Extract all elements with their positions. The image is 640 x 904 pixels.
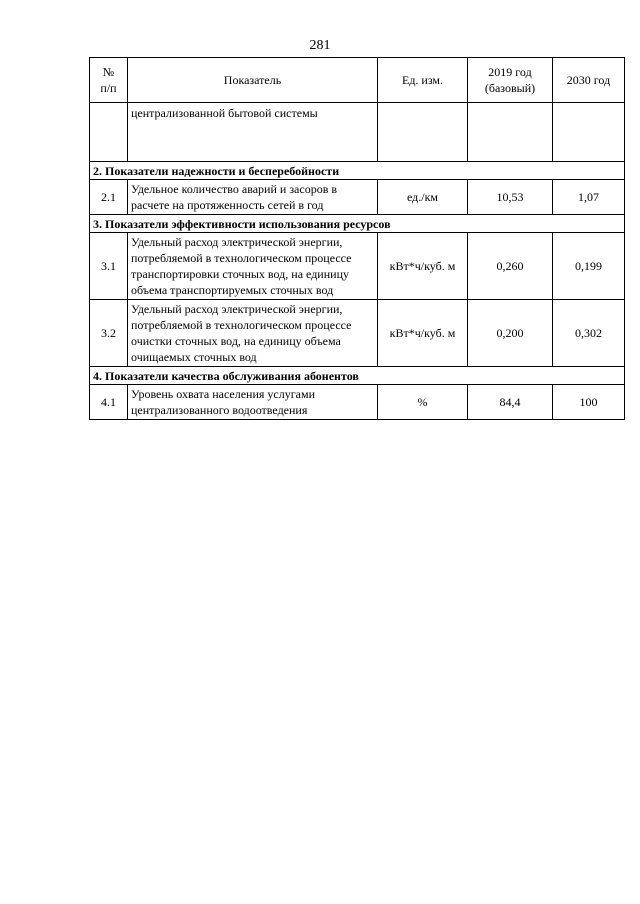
header-target-year: 2030 год (553, 58, 625, 103)
table-row (90, 233, 625, 300)
row-indicator: Удельное количество аварий и засоров в расчете на протяженность сетей в год (128, 180, 378, 215)
row-base (468, 103, 553, 162)
row-indicator: Удельный расход электрической энергии, потребляемой в технологическом процессе очистки сточных вод, на единицу объема очищаемых сточных вод (128, 300, 378, 367)
row-base: 84,4 (468, 385, 553, 420)
header-unit: Ед. изм. (378, 58, 468, 103)
header-num: № п/п (90, 58, 128, 103)
row-unit: кВт*ч/куб. м (378, 300, 468, 367)
section-title: 4. Показатели качества обслуживания абонентов (90, 367, 625, 385)
table-header-row (90, 58, 625, 103)
header-indicator: Показатель (128, 58, 378, 103)
row-target (553, 103, 625, 162)
table-row (90, 103, 625, 162)
table-row (90, 300, 625, 367)
table-row (90, 180, 625, 215)
row-indicator: централизованной бытовой системы (128, 103, 378, 162)
row-num (90, 103, 128, 162)
row-base: 10,53 (468, 180, 553, 215)
section-row (90, 367, 625, 385)
row-unit: ед./км (378, 180, 468, 215)
indicators-table (89, 57, 625, 420)
row-unit: % (378, 385, 468, 420)
row-num: 2.1 (90, 180, 128, 215)
row-target: 0,199 (553, 233, 625, 300)
section-title: 3. Показатели эффективности использования ресурсов (90, 215, 625, 233)
row-num: 3.2 (90, 300, 128, 367)
row-base: 0,260 (468, 233, 553, 300)
page-number: 281 (309, 38, 331, 53)
row-num: 3.1 (90, 233, 128, 300)
row-indicator: Удельный расход электрической энергии, потребляемой в технологическом процессе транспортировки сточных вод, на единицу объема транспортируемых сточных вод (128, 233, 378, 300)
row-unit (378, 103, 468, 162)
section-row (90, 215, 625, 233)
row-base: 0,200 (468, 300, 553, 367)
row-indicator: Уровень охвата населения услугами централизованного водоотведения (128, 385, 378, 420)
row-unit: кВт*ч/куб. м (378, 233, 468, 300)
row-target: 0,302 (553, 300, 625, 367)
row-target: 100 (553, 385, 625, 420)
header-base-year: 2019 год (базовый) (468, 58, 553, 103)
section-title: 2. Показатели надежности и бесперебойности (90, 162, 625, 180)
row-num: 4.1 (90, 385, 128, 420)
table-row (90, 385, 625, 420)
row-target: 1,07 (553, 180, 625, 215)
section-row (90, 162, 625, 180)
